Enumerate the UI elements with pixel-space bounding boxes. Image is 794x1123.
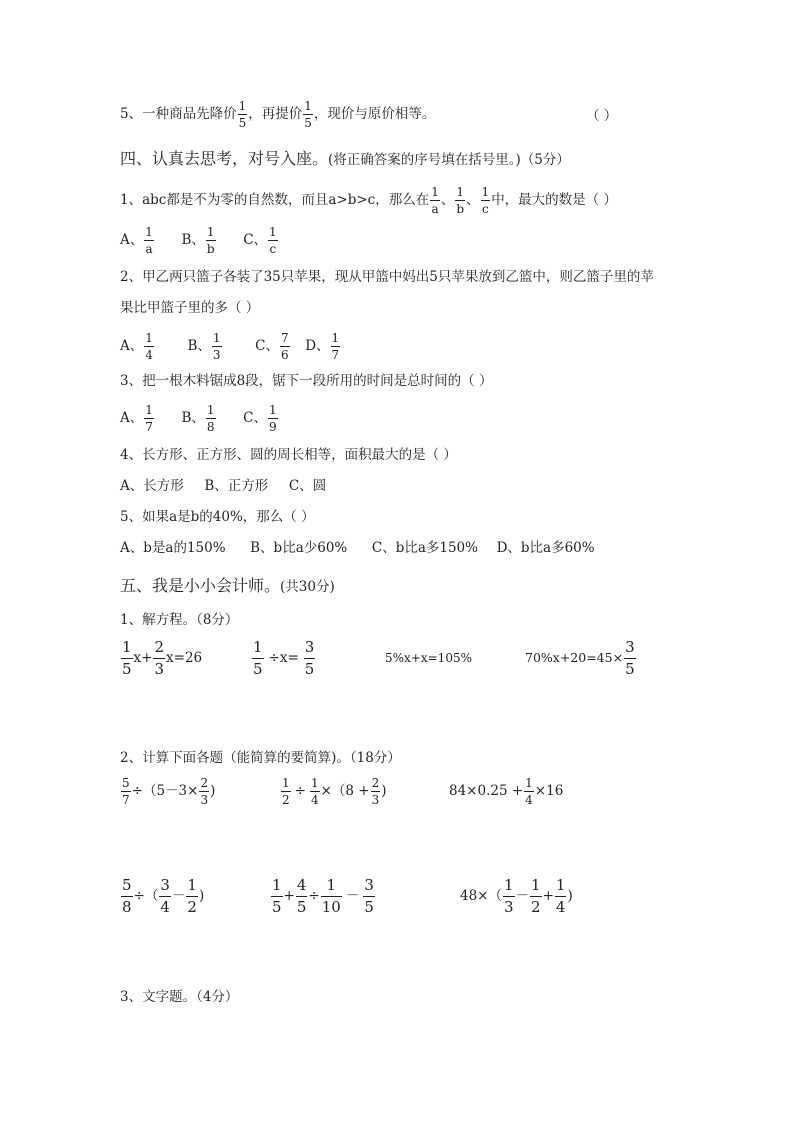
numerator: 5 — [122, 876, 132, 894]
sep: 、 — [440, 192, 455, 208]
denominator: 8 — [206, 420, 215, 434]
denominator: 3 — [154, 660, 165, 678]
numerator: 3 — [364, 876, 374, 894]
s4-q2-options — [120, 332, 341, 361]
denominator: 3 — [200, 793, 209, 807]
numerator: 1 — [212, 331, 221, 345]
fraction-bar — [331, 346, 341, 347]
fraction-bar — [455, 200, 465, 201]
numerator: 1 — [206, 403, 215, 417]
fraction-bar — [530, 896, 542, 897]
fraction-bar — [153, 658, 165, 659]
numerator: 4 — [296, 876, 307, 894]
text: ) — [210, 783, 216, 799]
numerator: 1 — [331, 331, 340, 345]
fraction-bar — [199, 791, 209, 792]
fraction — [503, 878, 515, 915]
numerator: 1 — [187, 876, 197, 894]
fraction — [252, 640, 264, 677]
numerator: 2 — [371, 776, 380, 790]
fraction-bar — [144, 240, 154, 241]
option-c[interactable] — [243, 225, 278, 256]
option-b[interactable] — [181, 225, 216, 256]
text: C、 — [243, 410, 267, 426]
section4-note: (将正确答案的序号填在括号里。)（5分） — [328, 152, 570, 168]
s4-q4-options — [120, 480, 326, 494]
text: x=26 — [166, 650, 203, 666]
denominator: 5 — [296, 898, 307, 916]
fraction — [186, 878, 198, 915]
option-d[interactable]: D、b比a多60% — [496, 540, 595, 556]
denominator: 5 — [625, 660, 635, 678]
denominator: 4 — [525, 793, 533, 807]
s4-q1-tail: 中，最大的数是（ ） — [491, 192, 617, 208]
numerator: 1 — [122, 638, 132, 656]
denominator: 4 — [310, 793, 319, 807]
section4-title — [120, 151, 570, 168]
numerator: 1 — [253, 638, 263, 656]
fraction-bar — [144, 418, 154, 419]
fraction — [281, 777, 291, 806]
fraction-bar — [280, 346, 290, 347]
numerator: 3 — [625, 638, 635, 656]
text: B、 — [181, 410, 205, 426]
numerator: 2 — [200, 776, 209, 790]
fraction — [121, 777, 131, 806]
section5-heading: 五、我是小小会计师。 — [120, 576, 281, 595]
option-a[interactable] — [120, 225, 155, 256]
fraction — [238, 100, 248, 129]
option-c[interactable] — [243, 403, 278, 434]
equation-1 — [120, 640, 202, 677]
denominator: 3 — [504, 898, 514, 916]
fraction-bar — [363, 896, 375, 897]
numerator: 1 — [304, 99, 312, 113]
q5-text-c: ，现价与原价相等。 — [313, 106, 436, 122]
s5-p1-title: 1、解方程。（8分） — [120, 612, 239, 628]
text: ) — [381, 783, 387, 799]
fraction — [530, 878, 542, 915]
fraction-bar — [121, 791, 131, 792]
fraction-bar — [503, 896, 515, 897]
q5-judgement — [120, 100, 435, 129]
fraction-bar — [624, 658, 636, 659]
s4-q4: 4、长方形、正方形、圆的周长相等，面积最大的是（ ） — [120, 447, 457, 463]
fraction-bar — [121, 658, 133, 659]
numerator: 1 — [431, 185, 439, 199]
option-a[interactable]: A、长方形 — [120, 478, 184, 494]
denominator: 5 — [364, 898, 374, 916]
fraction — [296, 878, 308, 915]
fraction — [268, 226, 278, 255]
numerator: 1 — [272, 876, 282, 894]
text: － — [345, 888, 360, 904]
fraction-bar — [310, 791, 320, 792]
fraction — [321, 878, 342, 915]
text: B、 — [181, 232, 205, 248]
text: ×16 — [534, 783, 564, 799]
denominator: 4 — [555, 898, 566, 916]
fraction-bar — [186, 896, 198, 897]
text: ÷ — [294, 783, 306, 799]
fraction — [206, 226, 216, 255]
fraction-bar — [268, 240, 278, 241]
denominator: c — [269, 242, 277, 256]
fraction — [159, 878, 171, 915]
denominator: 6 — [280, 348, 289, 362]
option-a[interactable] — [120, 331, 155, 362]
fraction-bar — [281, 791, 291, 792]
fraction-bar — [430, 200, 440, 201]
fraction-bar — [296, 896, 308, 897]
text: 84×0.25 + — [449, 783, 524, 799]
option-c[interactable] — [255, 331, 290, 362]
fraction-bar — [206, 418, 216, 419]
fraction — [524, 777, 534, 806]
numerator: 2 — [154, 638, 165, 656]
s4-q3-options — [120, 404, 279, 433]
fraction-bar — [252, 658, 264, 659]
text: C、 — [255, 338, 279, 354]
text: ) — [567, 888, 573, 904]
numerator: 1 — [238, 99, 247, 113]
option-b[interactable] — [187, 331, 222, 362]
denominator: 2 — [531, 898, 541, 916]
fraction — [310, 777, 320, 806]
s4-q3: 3、把一根木料锯成8段，锯下一段所用的时间是总时间的（ ） — [120, 373, 493, 389]
fraction — [555, 878, 567, 915]
fraction — [268, 404, 278, 433]
numerator: 5 — [122, 776, 130, 790]
option-d[interactable] — [305, 331, 341, 362]
fraction-bar — [371, 791, 381, 792]
fraction — [153, 640, 165, 677]
text: A、 — [120, 410, 144, 426]
fraction — [121, 878, 133, 915]
numerator: 1 — [145, 403, 153, 417]
denominator: 5 — [253, 660, 263, 678]
fraction — [624, 640, 636, 677]
denominator: 5 — [304, 660, 315, 678]
s4-q5: 5、如果a是b的40%，那么（ ） — [120, 509, 315, 525]
fraction-bar — [121, 896, 133, 897]
calc-3 — [449, 777, 563, 806]
fraction — [481, 186, 491, 215]
calc-4 — [120, 878, 204, 915]
option-b[interactable] — [181, 403, 216, 434]
denominator: 5 — [304, 116, 312, 130]
q5-text-a: 5、一种商品先降价 — [120, 106, 237, 122]
denominator: 7 — [122, 793, 130, 807]
section5-score: (共30分) — [280, 579, 335, 595]
calc-6 — [460, 878, 573, 915]
numerator: 1 — [504, 876, 514, 894]
fraction-bar — [271, 896, 283, 897]
fraction — [280, 332, 290, 361]
numerator: 1 — [555, 876, 566, 894]
equation-4 — [525, 640, 637, 677]
denominator: 5 — [238, 116, 247, 130]
numerator: 3 — [304, 638, 315, 656]
fraction — [331, 332, 341, 361]
s4-q5-options — [120, 542, 595, 556]
fraction — [455, 186, 465, 215]
fraction — [144, 226, 154, 255]
section4-heading: 四、认真去思考，对号入座。 — [120, 149, 329, 168]
fraction — [363, 878, 375, 915]
text: － — [515, 888, 530, 904]
denominator: 8 — [122, 898, 132, 916]
fraction — [121, 640, 133, 677]
denominator: b — [456, 202, 465, 216]
numerator: 1 — [145, 225, 153, 239]
text: ÷x= — [268, 650, 299, 666]
s4-q1-text: 1、abc都是不为零的自然数，而且a>b>c，那么在 — [120, 192, 430, 208]
option-b[interactable]: B、b比a少60% — [250, 540, 348, 556]
text: + — [283, 888, 295, 904]
denominator: 9 — [268, 420, 277, 434]
fraction-bar — [159, 896, 171, 897]
denominator: 5 — [122, 660, 132, 678]
denominator: 3 — [371, 793, 380, 807]
fraction-bar — [304, 658, 316, 659]
fraction — [206, 404, 216, 433]
denominator: 3 — [212, 348, 221, 362]
sep: 、 — [466, 192, 480, 208]
text: 70%x+20=45× — [525, 650, 624, 665]
fraction — [199, 777, 209, 806]
fraction-bar — [238, 114, 248, 115]
denominator: 5 — [272, 898, 282, 916]
denominator: 10 — [321, 898, 341, 916]
text: B、 — [187, 338, 211, 354]
denominator: 2 — [282, 793, 290, 807]
text: C、 — [243, 232, 268, 248]
fraction — [303, 100, 313, 129]
calc-2 — [280, 777, 387, 806]
text: ÷（5－3× — [131, 783, 199, 799]
fraction — [430, 186, 440, 215]
numerator: 1 — [531, 876, 541, 894]
text: ) — [198, 888, 205, 904]
text: A、 — [120, 232, 144, 248]
text: ×（8 + — [320, 783, 370, 799]
text: D、 — [305, 338, 330, 354]
numerator: 1 — [268, 403, 277, 417]
denominator: a — [145, 242, 153, 256]
fraction-bar — [524, 791, 534, 792]
option-a[interactable]: A、b是a的150% — [120, 540, 226, 556]
s5-p3-title: 3、文字题。（4分） — [120, 989, 239, 1005]
option-c[interactable]: C、b比a多150% — [371, 540, 478, 556]
option-c[interactable]: C、圆 — [288, 478, 327, 494]
fraction — [271, 878, 283, 915]
equation-2 — [251, 640, 316, 677]
fraction — [144, 332, 154, 361]
numerator: 1 — [206, 225, 215, 239]
numerator: 3 — [160, 876, 170, 894]
text: + — [542, 888, 554, 904]
numerator: 1 — [481, 185, 490, 199]
fraction — [371, 777, 381, 806]
fraction — [144, 404, 154, 433]
answer-paren[interactable]: （ ） — [586, 108, 618, 124]
numerator: 1 — [282, 776, 290, 790]
fraction-bar — [212, 346, 222, 347]
text: ÷（ — [133, 888, 159, 904]
text: － — [171, 888, 186, 904]
fraction-bar — [481, 200, 491, 201]
text: A、 — [120, 338, 144, 354]
text: ÷ — [308, 888, 320, 904]
denominator: 4 — [160, 898, 170, 916]
section5-title — [120, 578, 335, 595]
equation-3: 5%x+x=105% — [385, 651, 472, 665]
calc-1 — [120, 777, 215, 806]
fraction-bar — [321, 896, 342, 897]
numerator: 1 — [269, 225, 277, 239]
numerator: 1 — [145, 331, 153, 345]
text: 48×（ — [460, 888, 502, 904]
fraction — [212, 332, 222, 361]
q5-text-b: ，再提价 — [248, 106, 303, 122]
numerator: 1 — [456, 185, 465, 199]
text: x+ — [133, 650, 153, 666]
s4-q1-options — [120, 226, 279, 255]
s5-p2-title: 2、计算下面各题（能简算的要简算)。（18分） — [120, 750, 401, 766]
calc-5 — [270, 878, 376, 915]
denominator: b — [206, 242, 215, 256]
denominator: c — [482, 202, 489, 216]
s4-q2-line2: 果比甲篮子里的多（ ） — [120, 300, 260, 316]
fraction-bar — [144, 346, 154, 347]
numerator: 1 — [525, 776, 533, 790]
fraction — [304, 640, 316, 677]
s4-q2-line1: 2、甲乙两只篮子各装了35只苹果，现从甲篮中妈出5只苹果放到乙篮中，则乙篮子里的苹 — [120, 269, 654, 285]
denominator: 7 — [145, 420, 153, 434]
denominator: 4 — [145, 348, 153, 362]
denominator: a — [431, 202, 439, 216]
numerator: 1 — [310, 776, 319, 790]
option-a[interactable] — [120, 403, 155, 434]
fraction-bar — [206, 240, 216, 241]
fraction-bar — [268, 418, 278, 419]
denominator: 2 — [187, 898, 197, 916]
fraction-bar — [303, 114, 313, 115]
denominator: 7 — [331, 348, 340, 362]
fraction-bar — [555, 896, 567, 897]
s4-q1 — [120, 186, 617, 215]
numerator: 1 — [326, 876, 337, 894]
option-b[interactable]: B、正方形 — [204, 478, 269, 494]
numerator: 7 — [280, 331, 289, 345]
